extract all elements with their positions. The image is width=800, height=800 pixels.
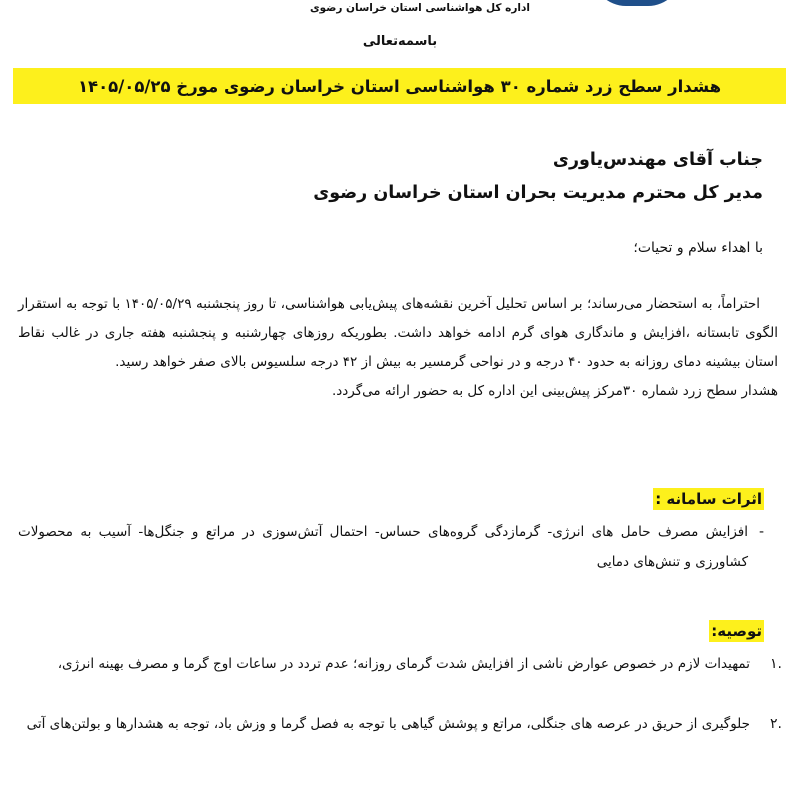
body-paragraph-forecast: احتراماً، به استحضار می‌رساند؛ بر اساس تحلیل آخرین نقشه‌های پیش‌یابی هواشناسی، تا روز پنجشنبه ۱۴۰۵/۰۵/۲۹ با توجه به استقرار الگوی تابستانه ،افزایش و ماندگاری هوای گرم ادامه خواهد داشت. بطوریکه روزهای چهارشنبه و پنجشنبه هفته جاری در غالب نقاط استان بیشینه دمای روزانه به حدود ۴۰ درجه و در نواحی گرمسیر به بیش از ۴۲ درجه سلسیوس بالای صفر خواهد رسید. <box>18 296 778 370</box>
recommendation-item: جلوگیری از حریق در عرصه های جنگلی، مراتع و پوشش گیاهی با توجه به فصل گرما و وزش باد، توجه به هشدارها و بولتن‌های آتی <box>26 716 750 732</box>
recommendation-item: تمهیدات لازم در خصوص عوارض ناشی از افزایش شدت گرمای روزانه؛ عدم تردد در ساعات اوج گرما و مصرف بهینه انرژی، <box>57 656 750 672</box>
greeting-line: با اهداء سلام و تحیات؛ <box>633 240 763 256</box>
body-paragraph-notice: هشدار سطح زرد شماره ۳۰مرکز پیش‌بینی این اداره کل به حضور ارائه می‌گردد. <box>331 383 778 399</box>
impacts-heading: اثرات سامانه : <box>655 490 762 508</box>
recommendation-number: ۱. <box>770 656 782 672</box>
organization-logo <box>592 0 682 6</box>
impacts-bullet: - <box>758 524 764 540</box>
warning-title: هشدار سطح زرد شماره ۳۰ هواشناسی استان خراسان رضوی مورخ ۱۴۰۵/۰۵/۲۵ <box>13 68 786 104</box>
letter-body <box>18 290 778 406</box>
addressee-name: جناب آقای مهندس‌یاوری <box>552 150 763 170</box>
organization-name: اداره کل هواشناسی استان خراسان رضوی <box>310 2 530 14</box>
addressee-position: مدیر کل محترم مدیریت بحران استان خراسان رضوی <box>313 183 763 203</box>
recommendation-number: ۲. <box>770 716 782 732</box>
basmala-heading: باسمه‌تعالی <box>362 34 438 49</box>
recommendations-heading: توصیه: <box>711 622 762 640</box>
impacts-text: افزایش مصرف حامل های انرژی- گرمازدگی گروه‌های حساس- احتمال آتش‌سوزی در مراتع و جنگل‌ها- آسیب به محصولات کشاورزی و تنش‌های دمایی <box>18 524 748 570</box>
